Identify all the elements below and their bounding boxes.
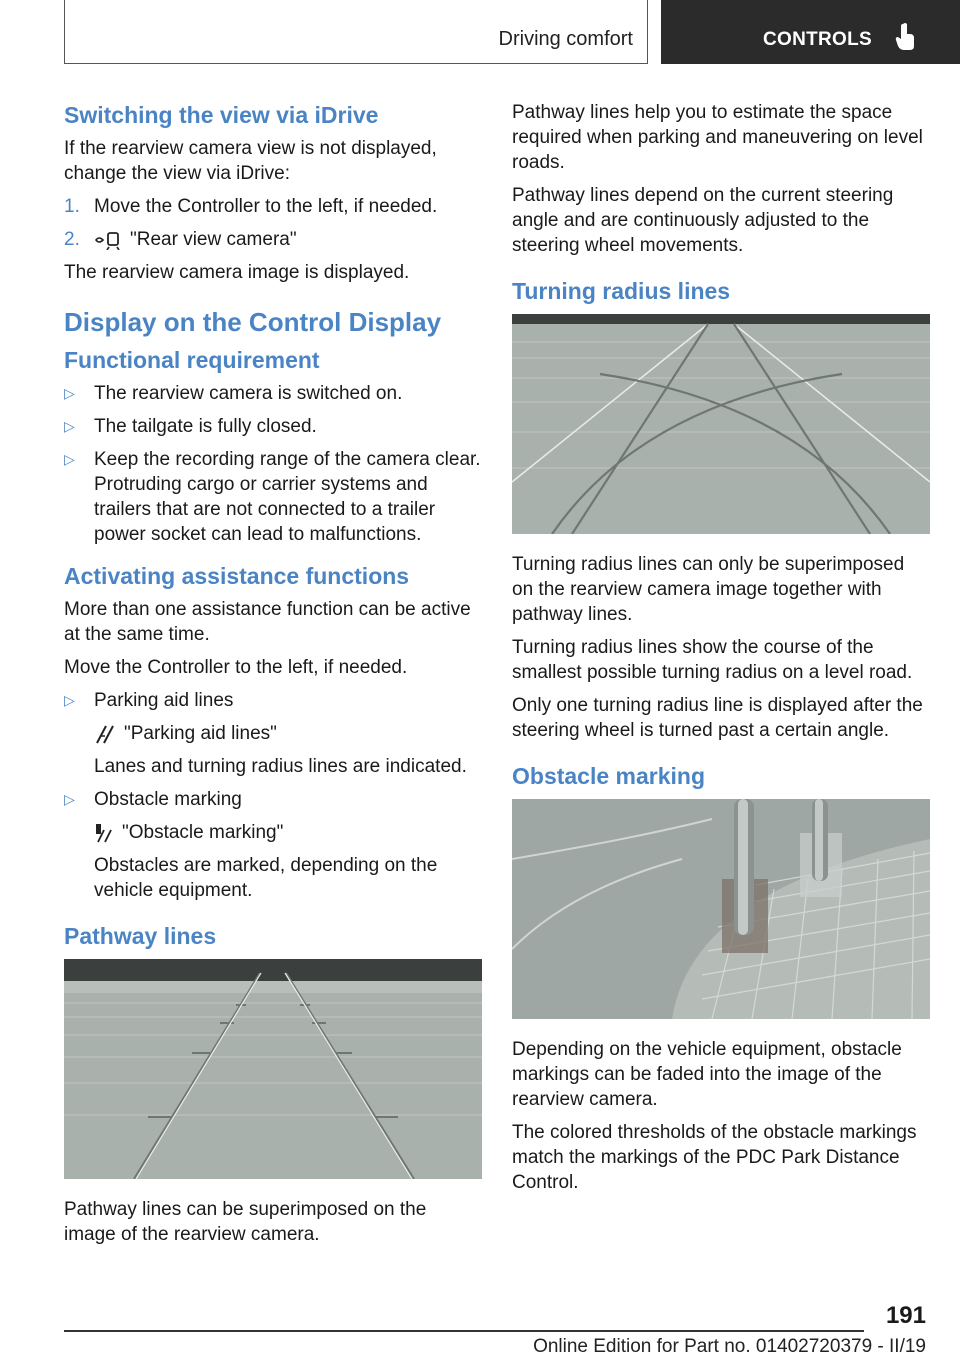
heading-activating-assistance: Activating assistance functions xyxy=(64,563,410,589)
list-item xyxy=(64,227,482,252)
right-column xyxy=(512,100,930,1203)
para-switch-view: If the rearview camera view is not displayed, change the view via iDrive: xyxy=(64,138,437,184)
obstacle-marking-icon xyxy=(94,822,114,844)
step-text: Move the Controller to the left, if needed. xyxy=(94,196,438,217)
header-chapter-tab xyxy=(661,0,960,64)
pathway-caption: Pathway lines can be superimposed on the image of the rearview camera. xyxy=(64,1199,427,1245)
turning-radius-illustration xyxy=(512,314,930,534)
para-pathway-steering: Pathway lines depend on the current steering angle and are continuously adjusted to the steering wheel movements. xyxy=(512,185,894,256)
bullet-triangle-icon: ▷ xyxy=(64,451,75,467)
assist-label: Obstacle marking xyxy=(94,789,242,810)
edition-note: Online Edition for Part no. 01402720379 - II/19 xyxy=(533,1336,926,1357)
page-footer xyxy=(0,1300,960,1362)
header-section-title: Driving comfort xyxy=(498,28,633,50)
parking-aid-lines-icon xyxy=(94,723,116,745)
header-section-box xyxy=(64,0,648,64)
step-number: 2. xyxy=(64,229,80,250)
list-item xyxy=(64,688,482,713)
para-move-controller: Move the Controller to the left, if needed. xyxy=(64,657,408,678)
para-obstacle-faded: Depending on the vehicle equipment, obstacle markings can be faded into the image of the rearview camera. xyxy=(512,1039,902,1110)
requirement-text: Keep the recording range of the camera clear. Protruding cargo or carrier systems and trailers that are not connected to a trailer power socket can lead to malfunctions. xyxy=(94,449,481,545)
assist-menu-text: "Parking aid lines" xyxy=(124,723,277,744)
assist-description: Lanes and turning radius lines are indicated. xyxy=(94,756,467,777)
step-number: 1. xyxy=(64,196,80,217)
requirement-text: The rearview camera is switched on. xyxy=(94,383,403,404)
bullet-triangle-icon: ▷ xyxy=(64,692,75,708)
heading-turning-radius: Turning radius lines xyxy=(512,278,731,304)
list-item xyxy=(64,414,482,439)
bullet-triangle-icon: ▷ xyxy=(64,385,75,401)
assist-menu-entry xyxy=(64,820,482,845)
left-column xyxy=(64,100,482,1255)
assist-label: Parking aid lines xyxy=(94,690,234,711)
assist-menu-text: "Obstacle marking" xyxy=(122,822,284,843)
assist-menu-entry xyxy=(64,721,482,746)
obstacle-marking-illustration xyxy=(512,799,930,1019)
header-chapter-title: CONTROLS xyxy=(763,29,873,50)
para-multiple-functions: More than one assistance function can be active at the same time. xyxy=(64,599,471,645)
list-item xyxy=(64,194,482,219)
para-image-displayed: The rearview camera image is displayed. xyxy=(64,262,410,283)
heading-obstacle-marking: Obstacle marking xyxy=(512,763,706,789)
list-item xyxy=(64,447,482,547)
pointing-hand-icon xyxy=(895,22,917,52)
para-obstacle-thresholds: The colored thresholds of the obstacle markings match the markings of the PDC Park Distance Control. xyxy=(512,1122,917,1193)
bullet-triangle-icon: ▷ xyxy=(64,791,75,807)
para-pathway-estimate: Pathway lines help you to estimate the space required when parking and maneuvering on level roads. xyxy=(512,102,923,173)
assist-description: Obstacles are marked, depending on the vehicle equipment. xyxy=(94,855,438,901)
heading-switching-view: Switching the view via iDrive xyxy=(64,102,379,128)
pathway-lines-illustration xyxy=(64,959,482,1179)
heading-functional-requirement: Functional requirement xyxy=(64,347,320,373)
list-item xyxy=(64,381,482,406)
requirement-text: The tailgate is fully closed. xyxy=(94,416,317,437)
bullet-triangle-icon: ▷ xyxy=(64,418,75,434)
step-text: "Rear view camera" xyxy=(130,229,297,250)
para-turning-course: Turning radius lines show the course of the smallest possible turning radius on a level road. xyxy=(512,637,913,683)
para-turning-superimposed: Turning radius lines can only be superimposed on the rearview camera image together with pathway lines. xyxy=(512,554,905,625)
page-header xyxy=(0,0,960,66)
heading-pathway-lines: Pathway lines xyxy=(64,923,217,949)
para-turning-angle: Only one turning radius line is displayed after the steering wheel is turned past a certain angle. xyxy=(512,695,923,741)
list-item xyxy=(64,787,482,812)
footer-divider xyxy=(64,1330,864,1332)
rear-view-camera-icon xyxy=(94,230,122,250)
page-number: 191 xyxy=(885,1302,926,1329)
heading-control-display: Display on the Control Display xyxy=(64,307,442,337)
